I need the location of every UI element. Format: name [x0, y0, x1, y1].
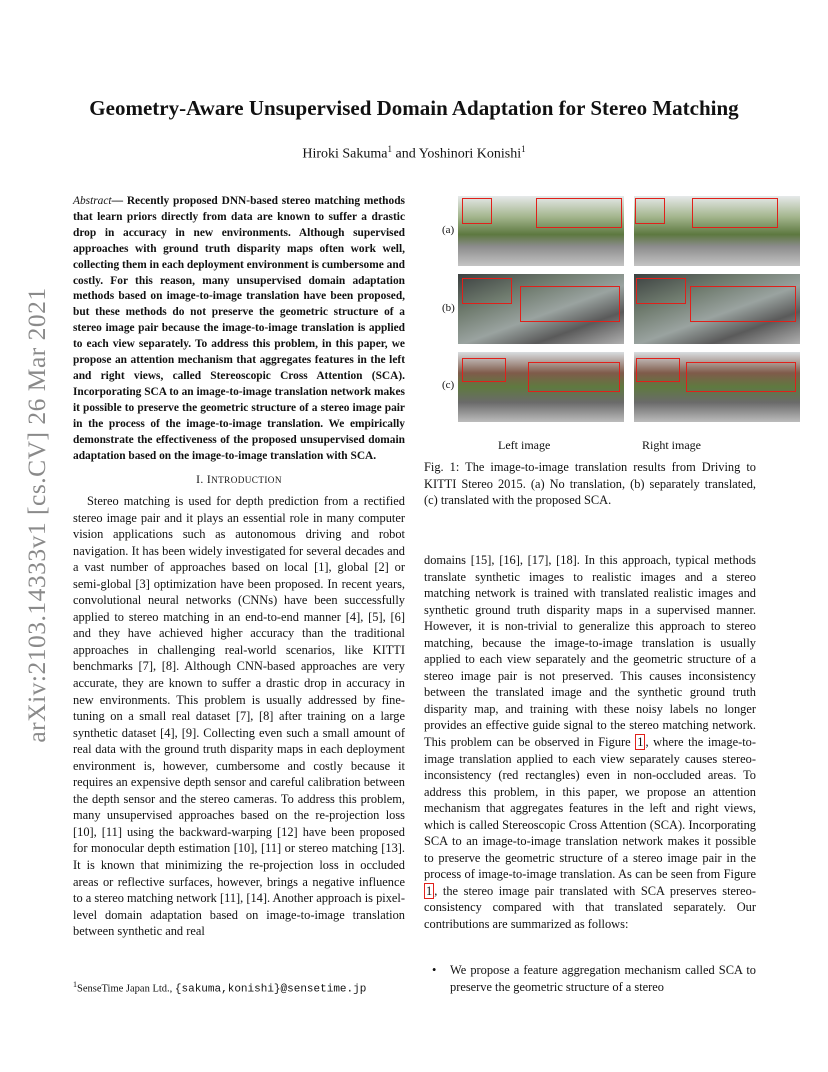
highlight-rect	[520, 286, 620, 322]
abstract-dash: —	[111, 195, 127, 207]
paper-title: Geometry-Aware Unsupervised Domain Adaptation for Stereo Matching	[89, 96, 739, 120]
intro-text-part: , the stereo image pair translated with SCA preserves stereo-consistency compared with that translated separately. Our contributions are summarized as follows:	[424, 883, 756, 932]
figure-image-a-left	[458, 196, 624, 266]
footnote-org: SenseTime Japan Ltd.,	[77, 983, 175, 995]
affiliation-mark: 1	[521, 144, 526, 154]
footnote	[73, 980, 405, 996]
list-item	[432, 962, 756, 995]
arxiv-stamp-text: arXiv:2103.14333v1 [cs.CV] 26 Mar 2021	[22, 287, 51, 743]
intro-paragraph: Stereo matching is used for depth prediction from a rectified stereo image pair and it plays an essential role in many computer vision applications such as autonomous driving and robot navigation. It has been widely investigated for several decades and a vast number of approaches based on local [1], global [2] or semi-global [3] optimization have been proposed. In recent years, convolutional neural networks (CNNs) have been successfully applied to stereo matching in an end-to-end manner [4], [5], [6] and they have achieved higher accuracy than the traditional approaches in challenging real-world scenarios, like KITTI benchmarks [7], [8]. Although CNN-based approaches are very accurate, they are known to suffer a drastic drop in accuracy in new environments. This problem is usually addressed by fine-tuning on a small real dataset [7], [8] after training on a large synthetic dataset [4], [9]. Collecting even such a small amount of real data with the ground truth disparity maps in each deployment environment is, however, cumbersome and costly because it requires an expensive depth sensor and careful calibration between the depth sensor and the stereo cameras. To address this problem, many unsupervised approaches based on the re-projection loss [10], [11] using the backward-warping [12] have been proposed for monocular depth estimation [10], [11] or stereo matching [13]. It is known that minimizing the re-projection loss in occluded areas or reflective surfaces, however, brings a negative influence to a stereo matching network [11], [14]. Another approach is pixel-level domain adaptation based on image-to-image translation between synthetic and real	[73, 494, 405, 939]
abstract-label: Abstract	[73, 195, 112, 207]
contribution-list	[432, 962, 756, 995]
figure-reference-link[interactable]: 1	[426, 883, 433, 898]
affiliation-mark: 1	[387, 144, 392, 154]
author-name: Hiroki Sakuma	[302, 146, 388, 162]
section-heading	[73, 474, 405, 486]
figure-reference-link[interactable]: 1	[637, 735, 644, 750]
intro-text-part: , where the image-to-image translation applied to each view separately causes stereo-inconsistency (red rectangles) even in non-occluded areas. To address this problem, in this paper, we propose an attention mechanism that aggregates features in the left and right views, which is called Stereoscopic Cross Attention (SCA). Incorporating SCA to an image-to-image translation network makes it possible to preserve the geometric structure of a stereo image pair in the process of image-to-image translation. As can be seen from Figure	[424, 735, 756, 882]
bullet-dot: •	[432, 963, 437, 977]
footnote-email: {sakuma,konishi}@sensetime.jp	[174, 983, 367, 996]
highlight-rect	[635, 198, 665, 224]
highlight-rect	[462, 358, 506, 382]
figure-image-c-left	[458, 352, 624, 422]
highlight-rect	[692, 198, 778, 228]
figure-image-b-left	[458, 274, 624, 344]
intro-text-part: domains [15], [16], [17], [18]. In this approach, typical methods translate synthetic images to realistic images and a stereo matching network is trained with translated realistic images and synthetic ground truth disparity maps in a supervised manner. However, it is non-trivial to generalize this approach to stereo matching, because the image-to-image translation is usually applied to each view separately and the geometric structure of a stereo image pair is not preserved. This causes inconsistency between the translated image and the synthetic ground truth disparity map, and training with these noisy labels no longer provides an effective guide signal to the stereo matching network. This problem can be observed in Figure	[424, 553, 756, 750]
author-line	[0, 144, 828, 163]
abstract-text: Recently proposed DNN-based stereo matching methods that learn priors directly from data are known to suffer a drastic drop in accuracy in new environments. Although supervised approaches with ground truth disparity maps often work well, collecting them in each deployment environment is cumbersome and costly. For this reason, many unsupervised domain adaptation methods based on image-to-image translation have been proposed, but these methods do not preserve the geometric structure of a stereo image pair because the image-to-image translation is applied to each view separately. To address this problem, in this paper, we propose an attention mechanism that aggregates features in the left and right views, called Stereoscopic Cross Attention (SCA). Incorporating SCA to an image-to-image translation network makes it possible to preserve the geometric structure of a stereo image pair in the process of the image-to-image translation. We empirically demonstrate the effectiveness of the proposed unsupervised domain adaptation based on the image-to-image translation with SCA.	[73, 195, 405, 462]
figure-image-c-right	[634, 352, 800, 422]
section-title-first: I	[206, 474, 212, 486]
highlight-rect	[690, 286, 796, 322]
highlight-rect	[462, 278, 512, 304]
figure-image-a-right	[634, 196, 800, 266]
author-conjunction: and	[392, 146, 419, 162]
highlight-rect	[536, 198, 622, 228]
arxiv-stamp	[14, 285, 60, 745]
abstract	[73, 194, 405, 464]
figure-column-label-left: Left image	[498, 438, 551, 452]
figure-row-label: (a)	[442, 224, 455, 236]
highlight-rect	[462, 198, 492, 224]
highlight-rect	[636, 278, 686, 304]
figure-column-label-right: Right image	[642, 438, 701, 452]
figure-caption: Fig. 1: The image-to-image translation results from Driving to KITTI Stereo 2015. (a) No translation, (b) separately translated, (c) translated with the proposed SCA.	[424, 460, 756, 507]
highlight-rect	[686, 362, 796, 392]
figure-image-b-right	[634, 274, 800, 344]
footnote-mark: 1	[73, 980, 77, 989]
figure-row-label: (b)	[442, 302, 455, 314]
intro-right-column	[424, 552, 756, 933]
intro-left-column	[73, 493, 405, 940]
section-title-rest: NTRODUCTION	[211, 475, 282, 485]
intro-continuation	[424, 552, 756, 933]
figure-1	[432, 190, 766, 452]
section-number: I.	[196, 474, 207, 486]
author-name: Yoshinori Konishi	[418, 146, 522, 162]
highlight-rect	[528, 362, 620, 392]
figure-row-label: (c)	[442, 379, 455, 391]
bullet-text: We propose a feature aggregation mechanism called SCA to preserve the geometric structure of a stereo	[450, 963, 756, 994]
highlight-rect	[636, 358, 680, 382]
